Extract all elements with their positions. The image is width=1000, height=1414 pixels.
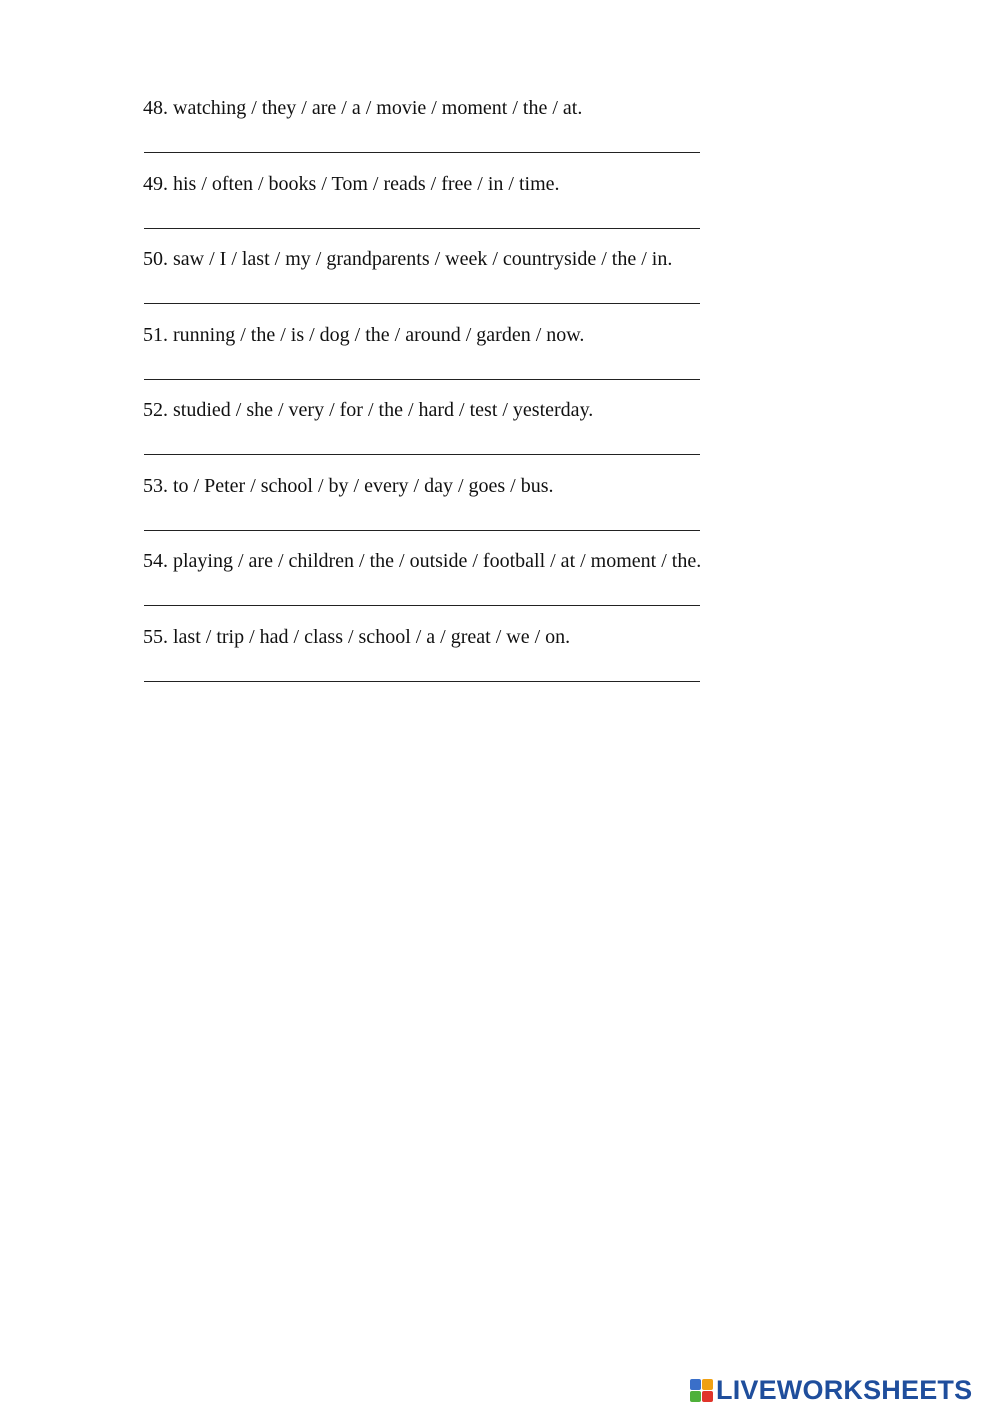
exercise-prompt: 49. his / often / books / Tom / reads / free / in / time. bbox=[143, 172, 560, 195]
brand-name: LIVEWORKSHEETS bbox=[716, 1375, 973, 1405]
exercise-54 bbox=[143, 545, 843, 621]
exercise-prompt: 55. last / trip / had / class / school / a / great / we / on. bbox=[143, 625, 571, 648]
answer-input[interactable] bbox=[144, 681, 700, 682]
answer-input[interactable] bbox=[144, 454, 700, 455]
exercise-50 bbox=[143, 243, 843, 319]
exercise-55 bbox=[143, 621, 843, 697]
exercise-51 bbox=[143, 319, 843, 395]
liveworksheets-brand bbox=[690, 1375, 972, 1405]
exercise-prompt: 52. studied / she / very / for / the / hard / test / yesterday. bbox=[143, 399, 594, 421]
exercise-48 bbox=[143, 92, 843, 168]
exercise-49 bbox=[143, 168, 843, 244]
exercise-prompt: 48. watching / they / are / a / movie / moment / the / at. bbox=[143, 97, 583, 119]
answer-input[interactable] bbox=[144, 152, 700, 153]
liveworksheets-logo-icon bbox=[690, 1379, 713, 1402]
answer-input[interactable] bbox=[144, 605, 700, 606]
exercise-prompt: 51. running / the / is / dog / the / around / garden / now. bbox=[143, 323, 585, 346]
answer-input[interactable] bbox=[144, 379, 700, 380]
exercise-prompt: 50. saw / I / last / my / grandparents / week / countryside / the / in. bbox=[143, 248, 673, 270]
exercise-52 bbox=[143, 394, 843, 470]
answer-input[interactable] bbox=[144, 530, 700, 531]
worksheet bbox=[143, 92, 843, 696]
exercise-prompt: 53. to / Peter / school / by / every / day / goes / bus. bbox=[143, 474, 554, 497]
answer-input[interactable] bbox=[144, 303, 700, 304]
answer-input[interactable] bbox=[144, 228, 700, 229]
exercise-prompt: 54. playing / are / children / the / outside / football / at / moment / the. bbox=[143, 550, 702, 572]
exercise-53 bbox=[143, 470, 843, 546]
